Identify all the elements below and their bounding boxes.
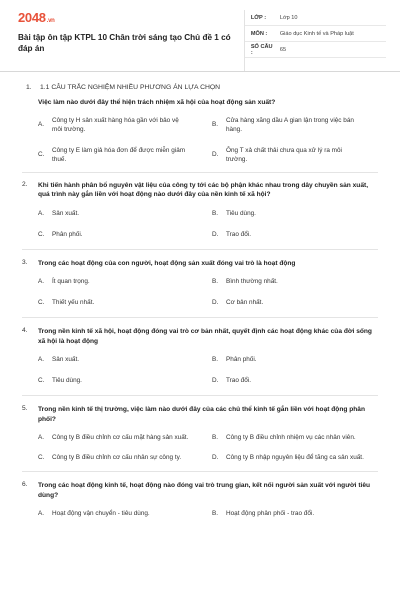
option-text: Ít quan trọng. [52,278,90,285]
question-5 [0,405,400,462]
meta-label: MÔN : [250,30,268,37]
option-a[interactable] [38,277,204,286]
option-a[interactable] [38,209,204,218]
option-c[interactable] [38,230,204,239]
question-number: 6. [22,481,28,488]
option-letter: C. [38,151,45,158]
document-header [0,0,400,72]
option-text: Công ty B điều chỉnh cơ cấu nhân sự công ty. [52,454,182,461]
answer-options [38,116,378,164]
question-divider [22,317,378,318]
option-text: Hoạt động vận chuyển - tiêu dùng. [52,510,150,517]
question-text: Khi tiến hành phân bổ nguyên vật liệu của công ty tới các bộ phận khác nhau trong dây chuyền sản xuất, quá trình này gắn liền với hoạt động nào dưới đây của nền kinh tế xã hội? [38,181,369,198]
question-2 [0,181,400,239]
option-text: Công ty B điều chỉnh nhiệm vụ các nhân viên. [226,434,356,441]
section-heading [26,84,400,91]
option-d[interactable] [212,298,378,307]
meta-label: LỚP : [250,14,267,21]
option-letter: B. [212,121,219,128]
option-a[interactable] [38,116,204,134]
question-text: Trong nền kinh tế xã hội, hoạt động đóng vai trò cơ bản nhất, quyết định các hoạt động khác của đời sống xã hội là hoạt động [38,328,372,345]
meta-value: Giáo dục Kinh tế và Pháp luật [279,30,354,37]
option-a[interactable] [38,509,204,518]
option-text: Trao đổi. [226,377,251,384]
option-letter: D. [212,454,219,461]
option-text: Sản xuất. [52,209,80,217]
option-letter: A. [38,121,45,128]
option-b[interactable] [212,509,378,518]
option-text: Cơ bản nhất. [226,299,264,306]
option-text: Tiêu dùng. [52,377,82,384]
option-c[interactable] [38,146,204,164]
question-3 [0,259,400,308]
answer-options [38,209,378,239]
option-letter: B. [212,356,219,363]
option-text: Hoạt động phân phối - trao đổi. [226,510,315,517]
meta-row-count [245,42,386,58]
question-divider [22,249,378,250]
question-number: 2. [22,180,28,188]
option-text: Thiết yếu nhất. [52,299,95,306]
option-text: Công ty H sản xuất hàng hóa gần với bảo vệ môi trường. [52,116,179,133]
option-letter: C. [38,454,45,461]
section-number: 1. [26,84,32,91]
meta-row-grade [245,10,386,26]
answer-options [38,509,378,518]
option-text: Công ty B điều chỉnh cơ cấu mặt hàng sản xuất. [52,434,189,441]
option-text: Trao đổi. [226,230,251,238]
option-letter: A. [38,209,45,217]
site-logo[interactable] [18,10,238,25]
question-text: Trong nền kinh tế thị trường, việc làm nào dưới đây của các chủ thể kinh tế gắn liền với hoạt động phân phối? [38,406,365,423]
option-letter: C. [38,377,45,384]
option-text: Cửa hàng xăng dầu A gian lận trong việc bán hàng. [226,116,354,133]
question-text: Trong các hoạt động kinh tế, hoạt động nào đóng vai trò trung gian, kết nối người sản xuất với người tiêu dùng? [38,482,371,499]
question-4 [0,327,400,385]
option-d[interactable] [212,230,378,239]
meta-value: 65 [279,46,287,53]
option-c[interactable] [38,453,204,462]
question-number: 4. [22,327,28,334]
option-b[interactable] [212,209,378,218]
option-text: Ông T xả chất thải chưa qua xử lý ra môi trường. [226,146,342,163]
option-c[interactable] [38,298,204,307]
option-text: Sản xuất. [52,356,80,363]
question-divider [22,172,378,173]
option-d[interactable] [212,146,378,164]
option-text: Phân phối. [52,230,83,238]
option-text: Tiêu dùng. [226,209,256,217]
option-letter: B. [212,434,219,441]
option-letter: B. [212,278,219,285]
option-letter: B. [212,209,219,217]
option-b[interactable] [212,116,378,134]
question-number: 5. [22,405,28,412]
option-b[interactable] [212,355,378,364]
option-d[interactable] [212,453,378,462]
header-left [18,10,238,71]
option-a[interactable] [38,355,204,364]
answer-options [38,277,378,307]
meta-value: Lớp 10 [279,14,298,21]
logo-text: 2048 [18,10,46,25]
section-title: 1.1 CÂU TRẮC NGHIỆM NHIỀU PHƯƠNG ÁN LỰA CHỌN [40,84,221,91]
question-text: Trong các hoạt động của con người, hoạt động sản xuất đóng vai trò là hoạt động [38,259,296,267]
document-title: Bài tập ôn tập KTPL 10 Chân trời sáng tạo Chủ đề 1 có đáp án [18,33,231,53]
question-text: Việc làm nào dưới đây thể hiện trách nhiệm xã hội của hoạt động sản xuất? [38,99,276,106]
option-letter: C. [38,299,45,306]
option-letter: D. [212,151,219,158]
option-letter: A. [38,356,45,363]
question-1 [0,98,400,164]
option-letter: A. [38,278,45,285]
option-letter: B. [212,510,219,517]
answer-options [38,433,378,462]
option-text: Công ty B nhập nguyên liệu để tăng ca sản xuất. [226,454,364,461]
option-letter: A. [38,434,45,441]
option-a[interactable] [38,433,204,442]
question-divider [22,395,378,396]
document-meta [244,10,386,71]
option-b[interactable] [212,433,378,442]
question-divider [22,471,378,472]
option-text: Phân phối. [226,356,257,363]
option-letter: A. [38,510,45,517]
option-letter: D. [212,230,219,238]
meta-row-subject [245,26,386,42]
option-text: Công ty E làm giả hóa đơn để được miễn giảm thuế. [52,146,186,163]
option-d[interactable] [212,376,378,385]
logo-suffix: .vn [46,18,55,24]
option-letter: C. [38,230,45,238]
option-letter: D. [212,377,219,384]
option-text: Bình thường nhất. [226,278,278,285]
meta-label: SỐ CÂU : [250,43,273,56]
question-number: 3. [22,258,28,266]
question-6 [0,481,400,518]
answer-options [38,355,378,385]
option-letter: D. [212,299,219,306]
option-c[interactable] [38,376,204,385]
option-b[interactable] [212,277,378,286]
